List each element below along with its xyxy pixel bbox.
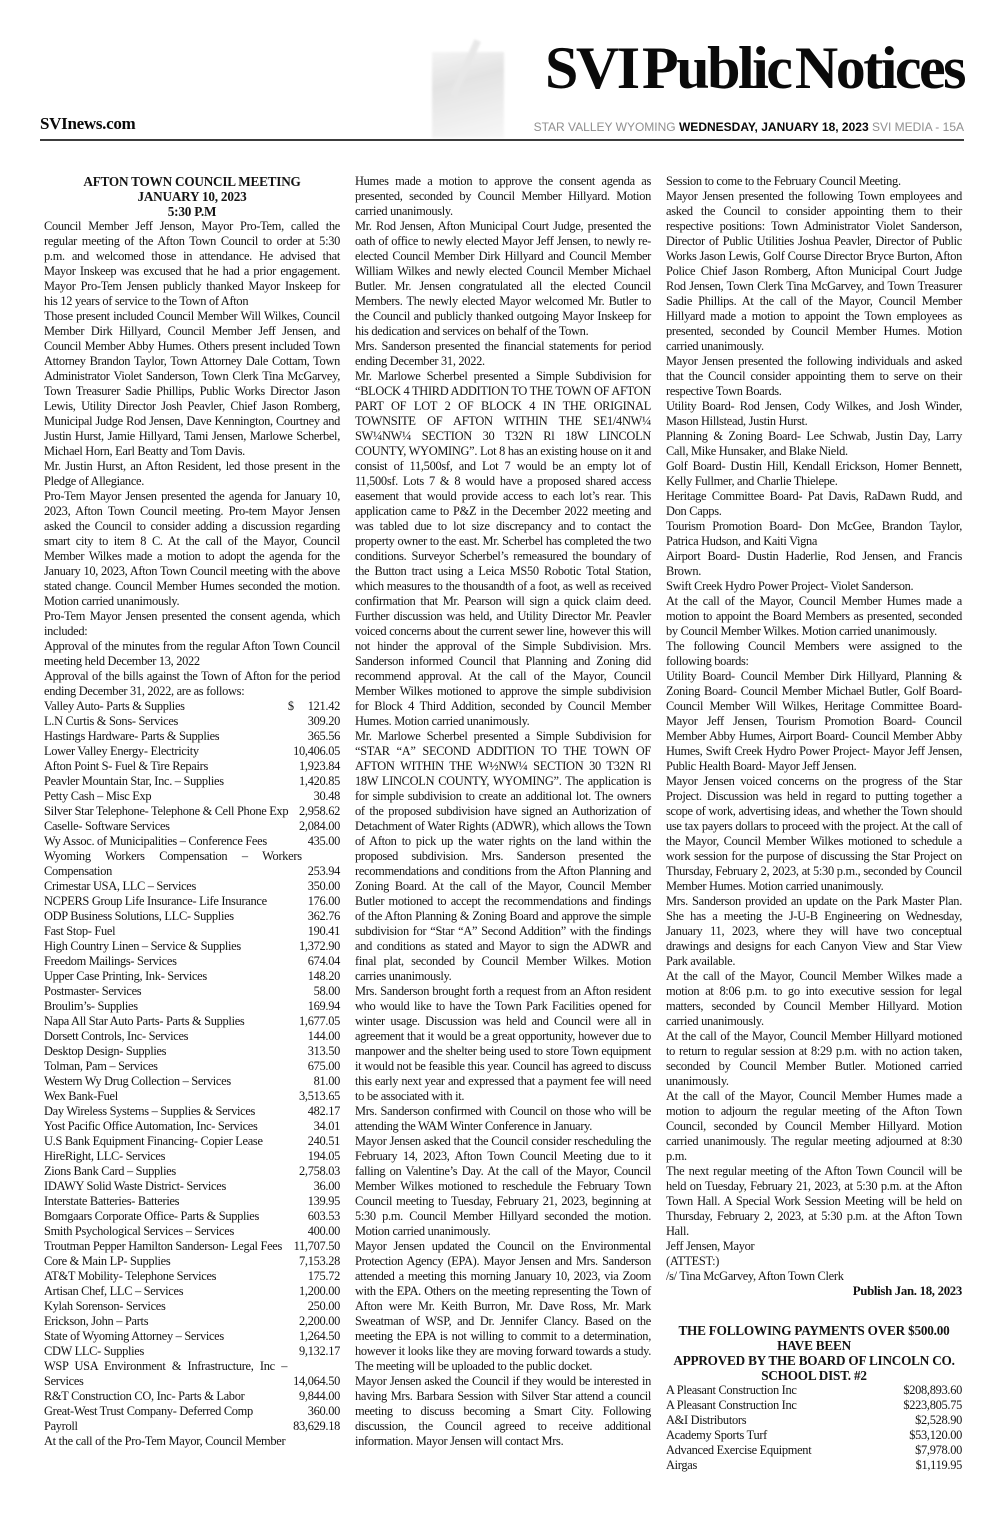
bill-row [44, 1329, 340, 1344]
bill-payee: Wex Bank-Fuel [44, 1089, 118, 1103]
paragraph: Approval of the bills against the Town of Afton for the period ending December 31, 2022, are as follows: [44, 669, 340, 698]
bill-amount: 30.48 [313, 789, 340, 803]
paragraph: At the call of the Mayor, Council Member Humes made a motion to adjourn the regular meeting of the Afton Town Council, seconded by Council Member Hillyard. Motion carried unanimously. The regular meeting adjourned at 8:30 p.m. [666, 1089, 962, 1163]
bill-row [44, 879, 340, 894]
bill-amount: 2,958.62 [299, 804, 340, 818]
bill-row [44, 894, 340, 909]
paragraph: At the call of the Mayor, Council Member Wilkes made a motion at 8:06 p.m. to go into executive session for legal matters, seconded by Council Member Hillyard. Motion carried unanimously. [666, 969, 962, 1028]
bill-payee: A&I Distributors [666, 1413, 747, 1427]
bill-payee: Desktop Design- Supplies [44, 1044, 167, 1058]
bill-row [666, 1383, 962, 1398]
bill-payee: AT&T Mobility- Telephone Services [44, 1269, 217, 1283]
bill-amount: $7,978.00 [915, 1443, 962, 1457]
bill-row [44, 1029, 340, 1044]
bill-payee: Peavler Mountain Star, Inc. – Supplies [44, 774, 224, 788]
bill-amount: $1,119.95 [915, 1458, 962, 1472]
bill-row [44, 924, 340, 939]
newsprint-watermark-image [432, 52, 504, 138]
bill-payee: A Pleasant Construction Inc [666, 1398, 797, 1412]
bill-row [44, 1089, 340, 1104]
paragraph: Planning & Zoning Board- Lee Schwab, Justin Day, Larry Call, Mike Hunsaker, and Blake Nield. [666, 429, 962, 458]
bill-amount: 482.17 [307, 1104, 340, 1118]
bill-amount: 2,084.00 [299, 819, 340, 833]
bill-row [44, 774, 340, 789]
bill-payee: HireRight, LLC- Services [44, 1149, 166, 1163]
bill-payee: Erickson, John – Parts [44, 1314, 149, 1328]
bill-row [44, 789, 340, 804]
bill-row [44, 744, 340, 759]
column-1 [44, 174, 340, 1473]
heading-line: AFTON TOWN COUNCIL MEETING [83, 174, 301, 189]
bill-payee: Payroll [44, 1419, 78, 1433]
paragraph: Mrs. Sanderson confirmed with Council on those who will be attending the WAM Winter Conference in January. [355, 1104, 651, 1133]
paragraph: The following Council Members were assigned to the following boards: [666, 639, 962, 668]
page-title: SVI Public Notices [545, 35, 964, 101]
bill-amount: 360.00 [307, 1404, 340, 1418]
bill-row [44, 1164, 340, 1179]
masthead-rule [40, 139, 964, 141]
signature-line: /s/ Tina McGarvey, Afton Town Clerk [666, 1269, 844, 1283]
bill-amount: 9,132.17 [299, 1344, 340, 1358]
paragraph: At the call of the Pro-Tem Mayor, Council Member [44, 1434, 286, 1448]
heading-line: THE FOLLOWING PAYMENTS OVER $500.00 HAVE BEEN [678, 1323, 950, 1353]
bill-amount: 1,420.85 [299, 774, 340, 788]
heading-line: APPROVED BY THE BOARD OF LINCOLN CO. [673, 1353, 955, 1368]
paragraph: Airport Board- Dustin Haderlie, Rod Jensen, and Francis Brown. [666, 549, 962, 578]
notice-heading [44, 174, 340, 219]
bill-payee: Afton Point S- Fuel & Tire Repairs [44, 759, 208, 773]
bill-row [44, 954, 340, 969]
bill-amount: 83,629.18 [293, 1419, 340, 1433]
dateline-date: WEDNESDAY, JANUARY 18, 2023 [678, 120, 869, 134]
bill-row [44, 714, 340, 729]
bill-amount: 176.00 [307, 894, 340, 908]
paragraph: Mayor Jensen voiced concerns on the progress of the Star Project. Discussion was held in regard to putting together a scope of work, advertising ideas, and whether the Town should use tax payers dollars to proceed with the project. At the call of the Mayor, Council Member Wilkes motioned to schedule a work session for the purpose of discussing the Star Project on Thursday, February 2, 2023, at 5:30 p.m., seconded by Council Member Humes. Motion carried unanimously. [666, 774, 962, 893]
bill-amount: $208,893.60 [903, 1383, 962, 1397]
paragraph: Session to come to the February Council Meeting. [666, 174, 901, 188]
paragraph: At the call of the Mayor, Council Member Humes made a motion to appoint the Board Members as presented, seconded by Council Member Wilkes. Motion carried unanimously. [666, 594, 962, 638]
bill-amount: 7,153.28 [299, 1254, 340, 1268]
bill-row [44, 729, 340, 744]
bill-currency-sign: $ [287, 699, 294, 713]
bill-amount: 1,264.50 [299, 1329, 340, 1343]
bill-payee: Upper Case Printing, Ink- Services [44, 969, 207, 983]
bill-amount: 139.95 [307, 1194, 340, 1208]
bill-row [666, 1428, 962, 1443]
bill-payee: Petty Cash – Misc Exp [44, 789, 152, 803]
bill-amount: 250.00 [307, 1299, 340, 1313]
paragraph: Utility Board- Rod Jensen, Cody Wilkes, and Josh Winder, Mason Hillstead, Justin Hurst. [666, 399, 962, 428]
bill-amount: 365.56 [307, 729, 340, 743]
paragraph: Mrs. Sanderson presented the financial statements for period ending December 31, 2022. [355, 339, 651, 368]
bill-payee: Fast Stop- Fuel [44, 924, 116, 938]
paragraph: Mr. Rod Jensen, Afton Municipal Court Judge, presented the oath of office to newly elected Mayor Jeff Jensen, to newly re-elected Council Member Dirk Hillyard and Council Member William Wilkes and newly elected Council Member Michael Butler. Mr. Jensen congratulated all the elected Council Members. The newly elected Mayor welcomed Mr. Butler to the Council and publicly thanked outgoing Mayor Inskeep for his dedication and services on behalf of the Town. [355, 219, 651, 338]
bill-amount: 350.00 [307, 879, 340, 893]
bill-amount: 58.00 [313, 984, 340, 998]
bill-row [44, 1314, 340, 1329]
paragraph: Pro-Tem Mayor Jensen presented the consent agenda, which included: [44, 609, 340, 638]
paragraph: Tourism Promotion Board- Don McGee, Brandon Taylor, Patrica Hudson, and Kaiti Vigna [666, 519, 962, 548]
paragraph: Council Member Jeff Jenson, Mayor Pro-Tem, called the regular meeting of the Afton Town Council to order at 5:30 p.m. and welcomed those in attendance. He advised that Mayor Inskeep was excused that he had a prior engagement. Mayor Pro-Tem Jensen publicly thanked Mayor Inskeep for his 12 years of service to the Town of Afton [44, 219, 340, 308]
bill-payee: Bomgaars Corporate Office- Parts & Supplies [44, 1209, 260, 1223]
paragraph: At the call of the Mayor, Council Member Hillyard motioned to return to regular session at 8:29 p.m. with no action taken, seconded by Council Member Butler. Motioned carried unanimously. [666, 1029, 962, 1088]
bill-payee: Napa All Star Auto Parts- Parts & Supplies [44, 1014, 245, 1028]
bill-amount: 400.00 [307, 1224, 340, 1238]
bill-payee: Artisan Chef, LLC – Services [44, 1284, 184, 1298]
bill-row [44, 1299, 340, 1314]
publish-date-line: Publish Jan. 18, 2023 [852, 1284, 962, 1298]
bill-row [666, 1398, 962, 1413]
bill-payee: Silver Star Telephone- Telephone & Cell Phone Exp [44, 804, 289, 818]
paragraph: Mr. Marlowe Scherbel presented a Simple Subdivision for “STAR “A” SECOND ADDITION TO THE TOWN OF AFTON WITHIN THE W½NW¼ SECTION 30 T32N Rl 18W LINCOLN COUNTY, WYOMING”. The application is for simple subdivision to create an additional lot. The owners of the proposed subdivision have signed an Authorization of Detachment of Water Rights (ADWR), which allows the Town of Afton to pick up the water rights on the land within the proposed subdivision. Mrs. Sanderson presented the recommendations and conditions from the Afton Planning and Zoning Board. At the call of the Mayor, Council Member Butler motioned to accept the recommendations and findings of the Afton Planning & Zoning Board and approve the simple subdivision for “Star “A” Second Addition” with the findings and conditions as stated and Mayor to sign the ADWR and final plat, seconded by Council Member Wilkes. Motion carries unanimously. [355, 729, 651, 983]
bill-row [44, 1224, 340, 1239]
paragraph: Mayor Jensen asked the Council if they would be interested in having Mrs. Barbara Session with Silver Star attend a council meeting to discuss becoming a Smart City. Following discussion, the Council agreed to receive additional information. Mayor Jensen will contact Mrs. [355, 1374, 651, 1448]
bill-amount: 435.00 [307, 834, 340, 848]
bill-payee: ODP Business Solutions, LLC- Supplies [44, 909, 234, 923]
bill-amount: 603.53 [307, 1209, 340, 1223]
bill-row [44, 1209, 340, 1224]
bill-amount: $53,120.00 [909, 1428, 962, 1442]
bill-payee: Zions Bank Card – Supplies [44, 1164, 176, 1178]
paragraph: Mr. Justin Hurst, an Afton Resident, led those present in the Pledge of Allegiance. [44, 459, 340, 488]
paragraph: Mayor Jensen presented the following Town employees and asked the Council to consider appointing them to their respective positions: Town Administrator Violet Sanderson, Director of Public Utilities Joshua Peavler, Director of Public Works Jason Lewis, Golf Course Director Bryce Burton, Afton Police Chief Jason Romberg, Afton Municipal Court Judge Rod Jensen, Town Clerk Tina McGarvey, and Town Treasurer Sadie Phillips. At the call of the Mayor, Council Member Hillyard made a motion to appoint the Town employees as presented, seconded by Council Member Humes. Motion carried unanimously. [666, 189, 962, 353]
column-3 [666, 174, 962, 1473]
paragraph: The next regular meeting of the Afton Town Council will be held on Tuesday, February 21, 2023, at 5:30 p.m. at the Afton Town Hall. A Special Work Session Meeting will be held on Thursday, February 2, 2023, at 5:30 p.m. at the Afton Town Hall. [666, 1164, 962, 1238]
paragraph: Golf Board- Dustin Hill, Kendall Erickson, Homer Bennett, Kelly Fullmer, and Charlie Thielepe. [666, 459, 962, 488]
bill-row [44, 1134, 340, 1149]
bill-row [44, 819, 340, 834]
bill-payee: Kylah Sorenson- Services [44, 1299, 166, 1313]
bill-row [44, 969, 340, 984]
bill-row [44, 1284, 340, 1299]
bill-amount: 10,406.05 [293, 744, 340, 758]
bill-payee: U.S Bank Equipment Financing- Copier Lease [44, 1134, 263, 1148]
bill-row [44, 759, 340, 774]
signature-line: (ATTEST:) [666, 1254, 720, 1268]
bill-row [44, 1239, 340, 1254]
bill-payee: Great-West Trust Company- Deferred Comp [44, 1404, 253, 1418]
bill-payee: Academy Sports Turf [666, 1428, 767, 1442]
bill-amount: 1,923.84 [299, 759, 340, 773]
bill-row [666, 1443, 962, 1458]
paragraph: Pro-Tem Mayor Jensen presented the agenda for January 10, 2023, Afton Town Council meeting. Pro-tem Mayor Jensen asked the Council to consider adding a discussion regarding smart city to item 8 C. At the call of the Mayor, Council Member Wilkes made a motion to adopt the agenda for the January 10, 2023, Afton Town Council meeting with the above stated change. Council Member Humes seconded the motion. Motion carried unanimously. [44, 489, 340, 608]
bill-payee: NCPERS Group Life Insurance- Life Insurance [44, 894, 267, 908]
paragraph: Utility Board- Council Member Dirk Hillyard, Planning & Zoning Board- Council Member Michael Butler, Golf Board- Council Member Will Wilkes, Heritage Committee Board- Mayor Jeff Jensen, Tourism Promotion Board- Council Member Abby Humes, Airport Board- Council Member Abby Humes, Swift Creek Hydro Power Project- Mayor Jeff Jensen, Public Health Board- Mayor Jeff Jensen. [666, 669, 962, 773]
bill-payee: Yost Pacific Office Automation, Inc- Services [44, 1119, 258, 1133]
bill-payee: Interstate Batteries- Batteries [44, 1194, 180, 1208]
bill-amount: 175.72 [307, 1269, 340, 1283]
bill-row [44, 1059, 340, 1074]
bill-amount: 14,064.50 [293, 1374, 340, 1388]
bill-payee: Advanced Exercise Equipment [666, 1443, 812, 1457]
bill-row [44, 1119, 340, 1134]
bill-amount: 362.76 [307, 909, 340, 923]
bill-payee: IDAWY Solid Waste District- Services [44, 1179, 226, 1193]
school-district-heading [666, 1323, 962, 1383]
dateline [534, 120, 964, 134]
bill-row [666, 1458, 962, 1473]
bill-row [44, 849, 340, 879]
bill-payee: R&T Construction CO, Inc- Parts & Labor [44, 1389, 245, 1403]
bill-payee: State of Wyoming Attorney – Services [44, 1329, 224, 1343]
bill-payee: L.N Curtis & Sons- Services [44, 714, 179, 728]
bill-amount: 1,677.05 [299, 1014, 340, 1028]
bill-payee: Airgas [666, 1458, 698, 1472]
bill-amount: 1,200.00 [299, 1284, 340, 1298]
bill-amount: 2,758.03 [299, 1164, 340, 1178]
bill-amount: 121.42 [307, 699, 340, 713]
bill-row [44, 1179, 340, 1194]
bill-row [44, 1269, 340, 1284]
bill-amount: 253.94 [307, 864, 340, 878]
bill-payee: Core & Main LP- Supplies [44, 1254, 171, 1268]
bill-payee: Postmaster- Services [44, 984, 142, 998]
bill-amount: 34.01 [313, 1119, 340, 1133]
bill-row [44, 1074, 340, 1089]
bill-payee: Tolman, Pam – Services [44, 1059, 158, 1073]
bill-payee: WSP USA Environment & Infrastructure, Inc – Services [44, 1359, 288, 1388]
bill-payee: Crimestar USA, LLC – Services [44, 879, 197, 893]
bill-amount: $223,805.75 [903, 1398, 962, 1412]
bill-payee: Caselle- Software Services [44, 819, 170, 833]
paragraph: Mayor Jensen presented the following individuals and asked that the Council consider appointing them to serve on their respective Town Boards. [666, 354, 962, 398]
bill-amount: 313.50 [307, 1044, 340, 1058]
bill-payee: Wyoming Workers Compensation – Workers Compensation [44, 849, 302, 878]
bill-payee: Wy Assoc. of Municipalities – Conference Fees [44, 834, 267, 848]
dateline-media-page: SVI MEDIA - 15A [868, 120, 964, 134]
paragraph: Mayor Jensen asked that the Council consider rescheduling the February 14, 2023, Afton Town Council Meeting due to it falling on Valentine’s Day. At the call of the Mayor, Council Member Wilkes motioned to reschedule the February Town Council meeting to Tuesday, February 21, 2023, beginning at 5:30 p.m. Council Member Hillyard seconded the motion. Motion carried unanimously. [355, 1134, 651, 1238]
columns [0, 174, 994, 1473]
masthead [0, 0, 994, 141]
bill-amount: 148.20 [307, 969, 340, 983]
paragraph: Heritage Committee Board- Pat Davis, RaDawn Rudd, and Don Capps. [666, 489, 962, 518]
heading-line: SCHOOL DIST. #2 [761, 1368, 867, 1383]
bill-row [44, 984, 340, 999]
bill-row [44, 1104, 340, 1119]
bill-payee: Valley Auto- Parts & Supplies [44, 699, 185, 713]
bill-row [44, 1254, 340, 1269]
bill-amount: 1,372.90 [299, 939, 340, 953]
bill-row [44, 1194, 340, 1209]
bill-row [44, 1419, 340, 1434]
bill-amount: 36.00 [313, 1179, 340, 1193]
bill-amount: 240.51 [307, 1134, 340, 1148]
bill-amount: 81.00 [313, 1074, 340, 1088]
bill-row [44, 909, 340, 924]
paragraph: Mrs. Sanderson provided an update on the Park Master Plan. She has a meeting the J-U-B Engineering on Wednesday, January 11, 2023, where they will have two conceptual drawings and designs for each Canyon View and Star View Park available. [666, 894, 962, 968]
bill-amount: 144.00 [307, 1029, 340, 1043]
bill-row [44, 804, 340, 819]
bill-row [44, 1044, 340, 1059]
paragraph: Humes made a motion to approve the consent agenda as presented, seconded by Council Member Hillyard. Motion carried unanimously. [355, 174, 651, 218]
bill-row [666, 1413, 962, 1428]
bill-row [44, 1149, 340, 1164]
bill-payee: Broulim’s- Supplies [44, 999, 138, 1013]
bill-row [44, 834, 340, 849]
bill-payee: High Country Linen – Service & Supplies [44, 939, 241, 953]
bill-payee: Western Wy Drug Collection – Services [44, 1074, 231, 1088]
bill-row [44, 939, 340, 954]
paragraph: Mr. Marlowe Scherbel presented a Simple Subdivision for “BLOCK 4 THIRD ADDITION TO THE TOWN OF AFTON PART OF LOT 2 OF BLOCK 4 IN THE ORIGINAL TOWNSITE OF AFTON WITHIN THE SE1/4NW¼ SW¼NW¼ SECTION 30 T32N Rl 18W LINCOLN COUNTY, WYOMING”. Lot 8 has an existing house on it and consist of 11,500sf, and Lot 7 would be an empty lot of 11,500sf. Lots 7 & 8 would have a proposed shared access easement that would provide access to each lot’s rear. This application came to P&Z in the December 2022 meeting and was tabled due to lot size discrepancy and to contact the property owner to the east. Mr. Scherbel has completed the two conditions. Surveyor Scherbel’s remeasured the boundary of the Button tract using a Leica MS50 Robotic Total Station, which measures to the thousandth of a foot, as well as received confirmation that Mr. Pearson will sign a quick claim deed. Further discussion was held, and Utility Director Mr. Peavler voiced concerns about the current sewer line, however this will not hinder the approval of the Simple Subdivision. Mrs. Sanderson informed Council that Planning and Zoning did recommend approval. At the call of the Mayor, Council Member Wilkes motioned to approve the simple subdivision for Block 4 Third Addition, seconded by Council Member Humes. Motion carried unanimously. [355, 369, 651, 728]
paragraph: Mayor Jensen updated the Council on the Environmental Protection Agency (EPA). Mayor Jensen and Mrs. Sanderson attended a meeting this morning January 10, 2023, via Zoom with the EPA. Others on the meeting representing the Town of Afton were Mr. Keith Burron, Mr. Dave Ross, Mr. Mark Sweatman of WSP, and Dr. Jennifer Clancy. Based on the meeting the EPA is not willing to commit to a determination, however it looks like they are moving forward towards a study. The meeting will be uploaded to the public docket. [355, 1239, 651, 1373]
bill-row [44, 1014, 340, 1029]
column-2 [355, 174, 651, 1473]
bill-payee: A Pleasant Construction Inc [666, 1383, 797, 1397]
bill-amount: 194.05 [307, 1149, 340, 1163]
bill-amount: 11,707.50 [293, 1239, 340, 1253]
heading-line: 5:30 P.M [167, 204, 217, 219]
bill-payee: CDW LLC- Supplies [44, 1344, 144, 1358]
bill-payee: Dorsett Controls, Inc- Services [44, 1029, 189, 1043]
signature-line: Jeff Jensen, Mayor [666, 1239, 755, 1253]
bill-row [44, 1404, 340, 1419]
bill-amount: 2,200.00 [299, 1314, 340, 1328]
dateline-location: STAR VALLEY WYOMING [533, 120, 679, 134]
bill-row [44, 1359, 340, 1389]
bill-row [44, 699, 340, 714]
paragraph: Approval of the minutes from the regular Afton Town Council meeting held December 13, 2022 [44, 639, 340, 668]
heading-line: JANUARY 10, 2023 [137, 189, 247, 204]
bill-amount: 309.20 [307, 714, 340, 728]
bill-amount: 675.00 [307, 1059, 340, 1073]
bill-amount: 3,513.65 [299, 1089, 340, 1103]
bill-amount: 169.94 [307, 999, 340, 1013]
paragraph: Mrs. Sanderson brought forth a request from an Afton resident who would like to have the Town Park Facilities opened for winter usage. Discussion was held and Council were all in agreement that it would be a great opportunity, however due to manpower and the shelter being used to store Town equipment it would not be feasible this year. Council has agreed to discuss this early next year and expressed that a payment fee will need to be associated with it. [355, 984, 651, 1103]
site-url: SVInews.com [40, 114, 136, 133]
bill-amount: 9,844.00 [299, 1389, 340, 1403]
bill-amount: $2,528.90 [915, 1413, 962, 1427]
bill-amount: 674.04 [307, 954, 340, 968]
bill-payee: Day Wireless Systems – Supplies & Services [44, 1104, 256, 1118]
bill-row [44, 1389, 340, 1404]
bill-payee: Lower Valley Energy- Electricity [44, 744, 199, 758]
bill-payee: Troutman Pepper Hamilton Sanderson- Legal Fees [44, 1239, 282, 1253]
paragraph: Those present included Council Member Will Wilkes, Council Member Dirk Hillyard, Council Member Jeff Jensen, and Council Member Abby Humes. Others present included Town Attorney Brandon Taylor, Town Attorney Dale Cottam, Town Administrator Violet Sanderson, Town Clerk Tina McGarvey, Town Treasurer Sadie Phillips, Public Works Director Jason Lewis, Utility Director Josh Peavler, Chief Jason Romberg, Municipal Judge Rod Jensen, Dave Kennington, Courtney and Justin Hurst, Jamie Hillyard, Tami Jensen, Marlowe Scherbel, Michael Horn, Earl Beatty and Tom Davis. [44, 309, 340, 458]
bill-payee: Freedom Mailings- Services [44, 954, 177, 968]
bill-row [44, 1344, 340, 1359]
bill-row [44, 999, 340, 1014]
bill-payee: Smith Psychological Services – Services [44, 1224, 234, 1238]
bill-payee: Hastings Hardware- Parts & Supplies [44, 729, 220, 743]
bill-amount: 190.41 [307, 924, 340, 938]
paragraph: Swift Creek Hydro Power Project- Violet Sanderson. [666, 579, 914, 593]
